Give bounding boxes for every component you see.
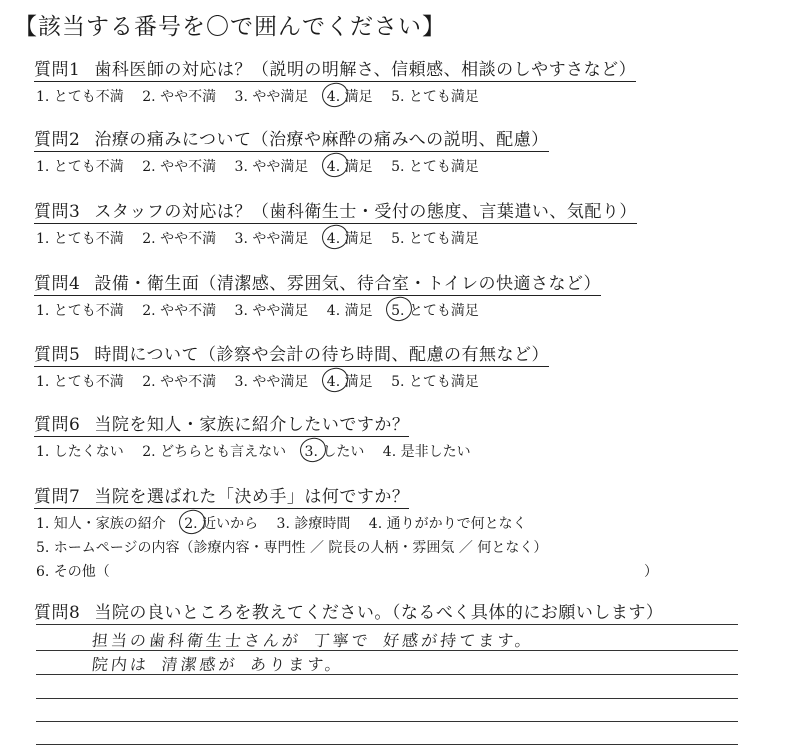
question-5 xyxy=(34,340,549,391)
q5-option-2[interactable]: 2. やや不満 xyxy=(142,374,217,390)
question-3 xyxy=(34,197,637,248)
question-7-heading xyxy=(34,482,409,509)
q2-option-2[interactable]: 2. やや不満 xyxy=(142,159,217,175)
q1-option-3[interactable]: 3. やや満足 xyxy=(234,89,309,105)
question-2 xyxy=(34,125,549,176)
question-3-text: スタッフの対応は？（歯科衛生士・受付の態度、言葉遣い、気配り） xyxy=(94,202,637,222)
q4-option-5[interactable]: 5. とても満足 xyxy=(391,300,479,320)
question-2-label: 質問2 xyxy=(34,130,81,150)
q3-option-5[interactable]: 5. とても満足 xyxy=(391,231,479,247)
question-8-label: 質問8 xyxy=(34,603,81,623)
q7-option-2[interactable]: 2. 近いから xyxy=(184,513,258,533)
question-2-options xyxy=(36,156,549,176)
q7-option-6-row xyxy=(36,561,658,581)
survey-title: 【該当する番号を〇で囲んでください】 xyxy=(14,14,446,40)
question-4-text: 設備・衛生面（清潔感、雰囲気、待合室・トイレの快適さなど） xyxy=(94,274,601,294)
q2-option-1[interactable]: 1. とても不満 xyxy=(36,159,124,175)
q7-option-1[interactable]: 1. 知人・家族の紹介 xyxy=(36,516,166,532)
question-2-text: 治療の痛みについて（治療や麻酔の痛みへの説明、配慮） xyxy=(94,130,549,150)
q7-option-4[interactable]: 4. 通りがかりで何となく xyxy=(368,516,527,532)
question-3-options xyxy=(36,228,637,248)
q3-option-2[interactable]: 2. やや不満 xyxy=(142,231,217,247)
question-8-text: 当院の良いところを教えてください。（なるべく具体的にお願いします） xyxy=(94,603,664,623)
q1-option-1[interactable]: 1. とても不満 xyxy=(36,89,124,105)
answer-line-1 xyxy=(36,624,738,625)
question-7-label: 質問7 xyxy=(34,487,81,507)
question-6-heading xyxy=(34,410,409,437)
q5-option-4[interactable]: 4. 満足 xyxy=(327,371,373,391)
question-7-text: 当院を選ばれた「決め手」は何ですか？ xyxy=(94,487,410,507)
q1-option-5[interactable]: 5. とても満足 xyxy=(391,89,479,105)
q4-option-1[interactable]: 1. とても不満 xyxy=(36,303,124,319)
answer-line-4 xyxy=(36,698,738,699)
question-6-label: 質問6 xyxy=(34,415,81,435)
question-3-heading xyxy=(34,197,637,224)
q7-option-6-close: ） xyxy=(644,564,658,580)
question-8-heading xyxy=(34,598,663,624)
q7-option-6[interactable]: 6. その他（ xyxy=(36,564,110,580)
question-5-label: 質問5 xyxy=(34,345,81,365)
question-4 xyxy=(34,269,601,320)
q2-option-5[interactable]: 5. とても満足 xyxy=(391,159,479,175)
question-4-heading xyxy=(34,269,601,296)
question-1-label: 質問1 xyxy=(34,60,81,80)
question-5-text: 時間について（診察や会計の待ち時間、配慮の有無など） xyxy=(94,345,549,365)
question-4-options xyxy=(36,300,601,320)
question-1 xyxy=(34,55,636,106)
handwritten-answer-1: 担当の歯科衛生士さんが 丁寧で 好感が持てます。 xyxy=(90,631,535,650)
question-1-heading xyxy=(34,55,636,82)
q5-option-3[interactable]: 3. やや満足 xyxy=(234,374,309,390)
q5-option-5[interactable]: 5. とても満足 xyxy=(391,374,479,390)
question-8 xyxy=(34,598,663,624)
question-5-heading xyxy=(34,340,549,367)
question-4-label: 質問4 xyxy=(34,274,81,294)
q1-option-2[interactable]: 2. やや不満 xyxy=(142,89,217,105)
q7-option-3[interactable]: 3. 診療時間 xyxy=(276,516,351,532)
question-1-options xyxy=(36,86,636,106)
q4-option-3[interactable]: 3. やや満足 xyxy=(234,303,309,319)
q3-option-4[interactable]: 4. 満足 xyxy=(327,228,373,248)
q6-option-2[interactable]: 2. どちらとも言えない xyxy=(142,444,287,460)
q4-option-2[interactable]: 2. やや不満 xyxy=(142,303,217,319)
question-6-text: 当院を知人・家族に紹介したいですか？ xyxy=(94,415,410,435)
q3-option-1[interactable]: 1. とても不満 xyxy=(36,231,124,247)
question-3-label: 質問3 xyxy=(34,202,81,222)
question-2-heading xyxy=(34,125,549,152)
q4-option-4[interactable]: 4. 満足 xyxy=(326,303,373,319)
q1-option-4[interactable]: 4. 満足 xyxy=(327,86,373,106)
q6-option-1[interactable]: 1. したくない xyxy=(36,444,124,460)
question-1-text: 歯科医師の対応は？（説明の明解さ、信頼感、相談のしやすさなど） xyxy=(94,60,637,80)
q2-option-3[interactable]: 3. やや満足 xyxy=(234,159,309,175)
answer-line-5 xyxy=(36,721,738,722)
question-7-options xyxy=(36,513,547,533)
q3-option-3[interactable]: 3. やや満足 xyxy=(234,231,309,247)
q6-option-4[interactable]: 4. 是非したい xyxy=(382,444,471,460)
q7-option-5[interactable]: 5. ホームページの内容（診療内容・専門性 ／ 院長の人柄・雰囲気 ／ 何となく） xyxy=(36,540,548,556)
q6-option-3[interactable]: 3. したい xyxy=(305,441,365,461)
question-5-options xyxy=(36,371,549,391)
q5-option-1[interactable]: 1. とても不満 xyxy=(36,374,124,390)
question-6-options xyxy=(36,441,485,461)
answer-line-6 xyxy=(36,744,738,745)
q2-option-4[interactable]: 4. 満足 xyxy=(327,156,373,176)
handwritten-answer-2: 院内は 清潔感が あります。 xyxy=(90,655,345,674)
question-6 xyxy=(34,410,485,461)
question-7 xyxy=(34,482,658,581)
